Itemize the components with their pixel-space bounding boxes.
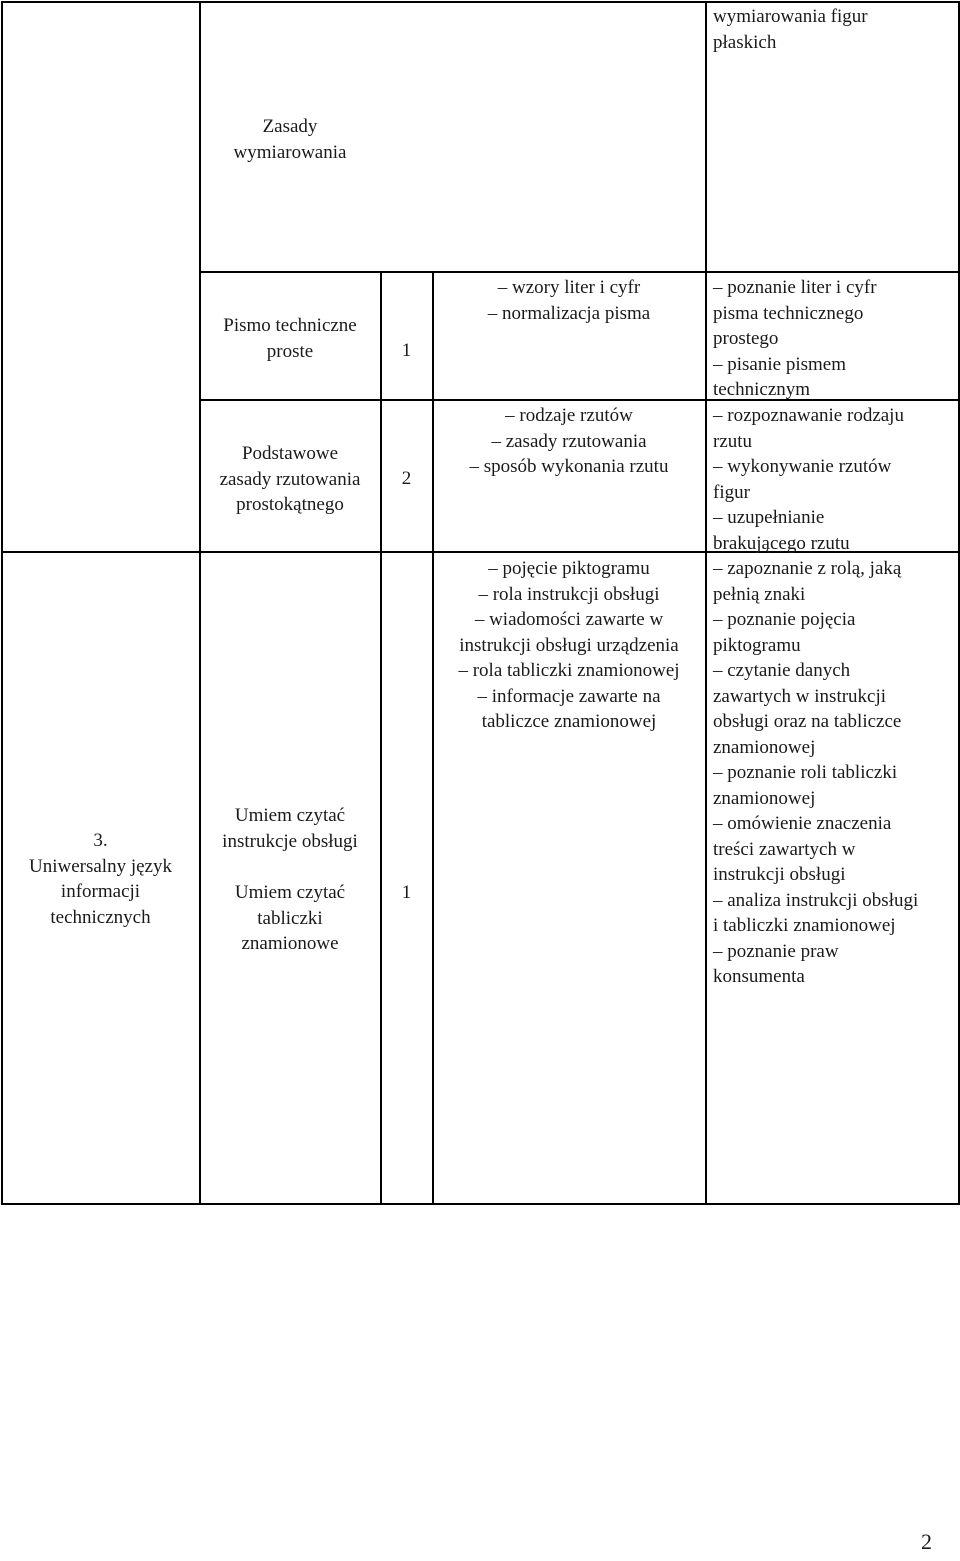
outcome-line: – omówienie znaczenia — [713, 813, 892, 834]
outcome-line: pełnią znaki — [713, 583, 806, 605]
row-hours: 2 — [401, 468, 412, 489]
row-outcomes — [713, 403, 957, 556]
content-line: – rola tabliczki znamionowej — [458, 660, 680, 681]
content-line: – zasady rzutowania — [491, 430, 647, 452]
outcome-line: brakującego rzutu — [713, 532, 850, 554]
topic-line: znamionowe — [241, 933, 339, 954]
top-topic-line: wymiarowania — [233, 141, 347, 163]
page-number: 2 — [921, 1529, 932, 1554]
outcome-line: – poznanie liter i cyfr — [713, 277, 877, 298]
row-hours: 1 — [401, 882, 412, 903]
outcome-line: – czytanie danych — [713, 660, 851, 681]
row-content — [433, 275, 705, 326]
topic-line: tabliczki — [257, 907, 323, 929]
topic-line: Pismo techniczne — [223, 315, 357, 336]
row-topic-secondary — [200, 880, 380, 957]
outcome-line: – uzupełnianie — [713, 507, 825, 528]
outcome-line: – poznanie pojęcia — [713, 609, 856, 630]
outcome-line: treści zawartych w — [713, 838, 856, 860]
outcome-line: konsumenta — [713, 966, 805, 987]
top-topic-line: Zasady — [262, 116, 318, 137]
content-line: – pojęcie piktogramu — [488, 558, 650, 579]
top-outcome-line: wymiarowania figur — [713, 6, 868, 27]
outcome-line: i tabliczki znamionowej — [713, 915, 896, 936]
topic-line: Umiem czytać — [234, 805, 346, 826]
outcome-line: znamionowej — [713, 787, 816, 809]
outcome-line: obsługi oraz na tabliczce — [713, 711, 902, 732]
module-name-cell — [2, 828, 199, 930]
outcome-line: piktogramu — [713, 634, 801, 656]
outcome-line: – rozpoznawanie rodzaju — [713, 405, 904, 426]
module-name-line: informacji — [60, 881, 141, 902]
row-content — [433, 403, 705, 480]
outcome-line: – pisanie pismem — [713, 353, 846, 375]
content-line: instrukcji obsługi urządzenia — [459, 634, 679, 656]
topic-line: proste — [266, 340, 314, 362]
outcome-line: instrukcji obsługi — [713, 864, 846, 885]
outcome-line: – zapoznanie z rolą, jaką — [713, 558, 902, 579]
outcome-line: – analiza instrukcji obsługi — [713, 889, 919, 911]
content-line: – sposób wykonania rzutu — [469, 456, 669, 477]
outcome-line: rzutu — [713, 430, 753, 452]
module-name-line: Uniwersalny język — [29, 855, 172, 877]
outcome-line: – poznanie praw — [713, 940, 839, 962]
outcome-line: prostego — [713, 328, 779, 349]
content-line: – rodzaje rzutów — [505, 405, 633, 426]
row-content — [433, 556, 705, 735]
outcome-line: technicznym — [713, 379, 811, 400]
module-name-line: technicznych — [50, 906, 151, 928]
topic-line: Podstawowe — [241, 443, 339, 464]
outcome-line: zawartych w instrukcji — [713, 685, 887, 707]
outcome-line: figur — [713, 481, 750, 503]
outcome-line: – wykonywanie rzutów — [713, 456, 892, 477]
row-hours: 1 — [401, 340, 412, 361]
content-line: tabliczce znamionowej — [481, 711, 657, 732]
outcome-line: pisma technicznego — [713, 302, 864, 324]
content-line: – wzory liter i cyfr — [497, 277, 641, 298]
topic-line: instrukcje obsługi — [222, 830, 358, 852]
row-topic — [200, 313, 380, 364]
outcome-line: znamionowej — [713, 736, 816, 758]
top-topic-cell — [200, 114, 380, 165]
content-line: – normalizacja pisma — [487, 302, 651, 324]
top-outcome-line: płaskich — [713, 31, 777, 53]
row-outcomes — [713, 556, 957, 990]
module-name-line: 3. — [93, 830, 108, 851]
row-topic — [200, 803, 380, 854]
outcome-line: – poznanie roli tabliczki — [713, 762, 898, 783]
content-line: – rola instrukcji obsługi — [478, 583, 660, 605]
topic-line: prostokątnego — [236, 494, 344, 515]
top-outcomes-cell — [713, 4, 953, 55]
row-topic — [200, 441, 380, 518]
content-line: – informacje zawarte na — [477, 685, 661, 707]
topic-line: Umiem czytać — [234, 882, 346, 903]
row-outcomes — [713, 275, 957, 403]
content-line: – wiadomości zawarte w — [474, 609, 664, 630]
topic-line: zasady rzutowania — [219, 468, 361, 490]
